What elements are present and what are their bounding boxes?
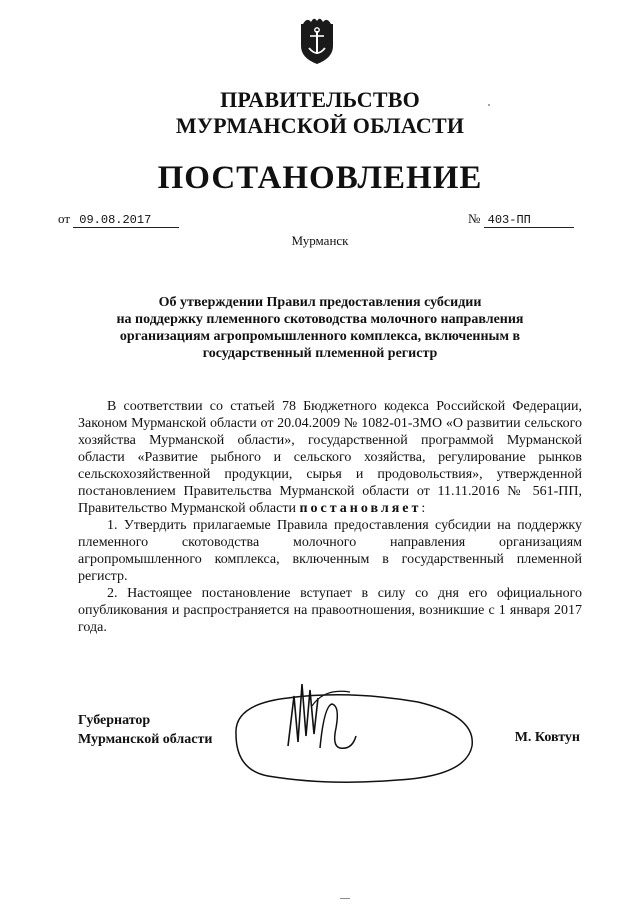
scan-speck bbox=[340, 898, 350, 899]
position-line-2: Мурманской области bbox=[78, 732, 213, 747]
position-line-1: Губернатор bbox=[78, 713, 151, 728]
preamble-paragraph bbox=[78, 398, 582, 517]
preamble-text: В соответствии со статьей 78 Бюджетного кодекса Российской Федерации, Законом Мурманской области от 20.04.2009 № 1082-01-ЗМО «О развитии сельского хозяйства Мурманской области», государственной программой Мурманской области «Развитие рыбного и сельского хозяйства, регулирование рынков сельскохозяйственной продукции, сырья и продовольствия», утвержденной постановлением Правительства Мурманской области от 11.11.2016 № 561-ПП, Правительство Мурманской области bbox=[78, 399, 582, 516]
item-1: 1. Утвердить прилагаемые Правила предоставления субсидии на поддержку племенного скотоводства молочного направления организациям агропромышленного комплекса, включенным в государственный племенной регистр. bbox=[78, 518, 582, 584]
signatory-name: М. Ковтун bbox=[514, 730, 580, 745]
signatory-position bbox=[78, 711, 212, 749]
government-line-1: ПРАВИТЕЛЬСТВО bbox=[220, 87, 420, 112]
number-value: 403-ПП bbox=[484, 213, 574, 228]
number-prefix: № bbox=[468, 211, 481, 226]
scan-speck bbox=[488, 104, 490, 106]
decree-word: постановляет bbox=[299, 501, 422, 516]
city: Мурманск bbox=[291, 233, 349, 248]
subject-line-2: на поддержку племенного скотоводства молочного направления bbox=[116, 312, 524, 327]
government-name bbox=[0, 87, 640, 139]
emblem bbox=[297, 16, 337, 66]
document-type: ПОСТАНОВЛЕНИЕ bbox=[157, 160, 483, 196]
decree-colon: : bbox=[421, 501, 426, 516]
document-body bbox=[78, 398, 582, 636]
signature-icon bbox=[228, 676, 480, 792]
date-line bbox=[58, 211, 179, 228]
date-prefix: от bbox=[58, 211, 71, 226]
subject-line-4: государственный племенной регистр bbox=[202, 346, 438, 361]
subject-line-1: Об утверждении Правил предоставления субсидии bbox=[158, 295, 482, 310]
date-value: 09.08.2017 bbox=[73, 213, 179, 228]
item-2: 2. Настоящее постановление вступает в силу со дня его официального опубликования и распространяется на правоотношения, возникшие с 1 января 2017 года. bbox=[78, 586, 582, 635]
coat-of-arms-icon bbox=[297, 16, 337, 66]
government-line-2: МУРМАНСКОЙ ОБЛАСТИ bbox=[175, 113, 465, 138]
signature bbox=[228, 676, 480, 792]
number-line bbox=[468, 211, 574, 228]
document-subject bbox=[0, 294, 640, 362]
subject-line-3: организациям агропромышленного комплекса, включенным в bbox=[119, 329, 521, 344]
